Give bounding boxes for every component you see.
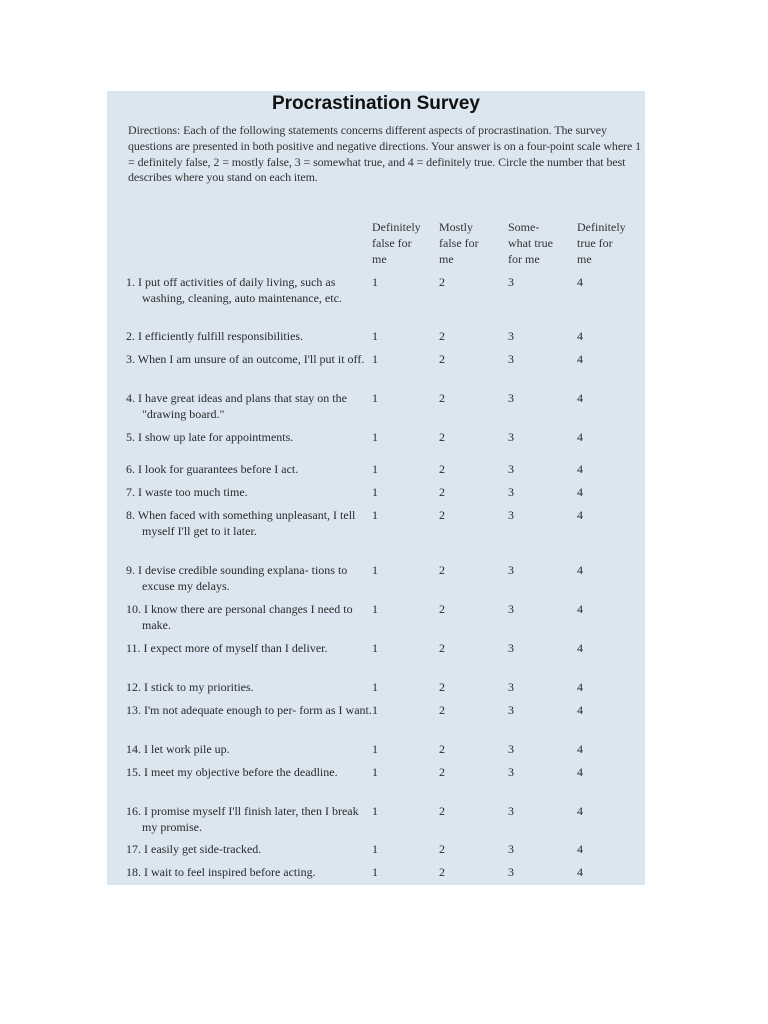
rating-option-3[interactable]: 3 bbox=[508, 430, 514, 444]
rating-option-3[interactable]: 3 bbox=[508, 508, 514, 522]
survey-item-statement: 15. I meet my objective before the deadline. bbox=[126, 765, 338, 779]
directions-text: Directions: Each of the following statements concerns different aspects of procrastination. The survey questions are presented in both positive and negative directions. Your answer is on a four-point scale where 1 = definitely false, 2 = mostly false, 3 = somewhat true, and 4 = definitely true. Circle the number that best describes where you stand on each item. bbox=[128, 123, 641, 185]
survey-item-statement: 12. I stick to my priorities. bbox=[126, 680, 254, 694]
rating-option-2[interactable]: 2 bbox=[439, 462, 445, 476]
rating-option-4[interactable]: 4 bbox=[577, 703, 583, 717]
survey-item-statement: 13. I'm not adequate enough to per- form as I want. bbox=[126, 703, 372, 717]
rating-option-2[interactable]: 2 bbox=[439, 352, 445, 366]
rating-option-3[interactable]: 3 bbox=[508, 329, 514, 343]
column-header-definitely-false: Definitely false for me bbox=[372, 220, 421, 266]
survey-item-statement: 8. When faced with something unpleasant, I tell myself I'll get to it later. bbox=[126, 508, 356, 538]
page-title: Procrastination Survey bbox=[271, 93, 481, 114]
rating-option-1[interactable]: 1 bbox=[372, 602, 378, 616]
rating-option-4[interactable]: 4 bbox=[577, 329, 583, 343]
rating-option-1[interactable]: 1 bbox=[372, 508, 378, 522]
rating-option-1[interactable]: 1 bbox=[372, 462, 378, 476]
survey-panel bbox=[107, 91, 645, 885]
rating-option-1[interactable]: 1 bbox=[372, 765, 378, 779]
rating-option-3[interactable]: 3 bbox=[508, 391, 514, 405]
rating-option-2[interactable]: 2 bbox=[439, 508, 445, 522]
rating-option-4[interactable]: 4 bbox=[577, 275, 583, 289]
rating-option-1[interactable]: 1 bbox=[372, 391, 378, 405]
rating-option-1[interactable]: 1 bbox=[372, 352, 378, 366]
rating-option-2[interactable]: 2 bbox=[439, 329, 445, 343]
rating-option-4[interactable]: 4 bbox=[577, 352, 583, 366]
rating-option-3[interactable]: 3 bbox=[508, 485, 514, 499]
rating-option-2[interactable]: 2 bbox=[439, 641, 445, 655]
rating-option-4[interactable]: 4 bbox=[577, 563, 583, 577]
rating-option-3[interactable]: 3 bbox=[508, 563, 514, 577]
survey-item-statement: 14. I let work pile up. bbox=[126, 742, 230, 756]
rating-option-4[interactable]: 4 bbox=[577, 602, 583, 616]
rating-option-1[interactable]: 1 bbox=[372, 430, 378, 444]
rating-option-2[interactable]: 2 bbox=[439, 765, 445, 779]
column-header-definitely-true: Definitely true for me bbox=[577, 220, 626, 266]
rating-option-4[interactable]: 4 bbox=[577, 680, 583, 694]
column-header-somewhat-true: Some- what true for me bbox=[508, 220, 553, 266]
rating-option-3[interactable]: 3 bbox=[508, 641, 514, 655]
rating-option-2[interactable]: 2 bbox=[439, 865, 445, 879]
survey-item-statement: 7. I waste too much time. bbox=[126, 485, 248, 499]
rating-option-3[interactable]: 3 bbox=[508, 462, 514, 476]
survey-item-statement: 16. I promise myself I'll finish later, then I break my promise. bbox=[126, 804, 359, 834]
rating-option-1[interactable]: 1 bbox=[372, 865, 378, 879]
rating-option-2[interactable]: 2 bbox=[439, 602, 445, 616]
rating-option-3[interactable]: 3 bbox=[508, 742, 514, 756]
rating-option-3[interactable]: 3 bbox=[508, 275, 514, 289]
survey-item-statement: 18. I wait to feel inspired before acting. bbox=[126, 865, 316, 879]
rating-option-3[interactable]: 3 bbox=[508, 602, 514, 616]
rating-option-3[interactable]: 3 bbox=[508, 765, 514, 779]
column-header-mostly-false: Mostly false for me bbox=[439, 220, 479, 266]
rating-option-4[interactable]: 4 bbox=[577, 430, 583, 444]
rating-option-1[interactable]: 1 bbox=[372, 641, 378, 655]
rating-option-4[interactable]: 4 bbox=[577, 765, 583, 779]
rating-option-1[interactable]: 1 bbox=[372, 703, 378, 717]
rating-option-2[interactable]: 2 bbox=[439, 680, 445, 694]
rating-option-1[interactable]: 1 bbox=[372, 329, 378, 343]
survey-item-statement: 2. I efficiently fulfill responsibilities. bbox=[126, 329, 304, 343]
rating-option-2[interactable]: 2 bbox=[439, 804, 445, 818]
rating-option-2[interactable]: 2 bbox=[439, 485, 445, 499]
rating-option-4[interactable]: 4 bbox=[577, 508, 583, 522]
rating-option-3[interactable]: 3 bbox=[508, 804, 514, 818]
rating-option-4[interactable]: 4 bbox=[577, 804, 583, 818]
rating-option-1[interactable]: 1 bbox=[372, 742, 378, 756]
rating-option-4[interactable]: 4 bbox=[577, 842, 583, 856]
rating-option-2[interactable]: 2 bbox=[439, 275, 445, 289]
survey-item-statement: 1. I put off activities of daily living, such as washing, cleaning, auto maintenance, etc. bbox=[126, 275, 342, 305]
survey-item-statement: 10. I know there are personal changes I need to make. bbox=[126, 602, 353, 632]
rating-option-1[interactable]: 1 bbox=[372, 842, 378, 856]
rating-option-2[interactable]: 2 bbox=[439, 391, 445, 405]
rating-option-3[interactable]: 3 bbox=[508, 680, 514, 694]
rating-option-2[interactable]: 2 bbox=[439, 703, 445, 717]
rating-option-1[interactable]: 1 bbox=[372, 485, 378, 499]
rating-option-4[interactable]: 4 bbox=[577, 485, 583, 499]
rating-option-3[interactable]: 3 bbox=[508, 703, 514, 717]
rating-option-3[interactable]: 3 bbox=[508, 865, 514, 879]
rating-option-1[interactable]: 1 bbox=[372, 563, 378, 577]
rating-option-3[interactable]: 3 bbox=[508, 352, 514, 366]
rating-option-3[interactable]: 3 bbox=[508, 842, 514, 856]
rating-option-4[interactable]: 4 bbox=[577, 462, 583, 476]
rating-option-1[interactable]: 1 bbox=[372, 680, 378, 694]
survey-item-statement: 17. I easily get side-tracked. bbox=[126, 842, 262, 856]
survey-item-statement: 9. I devise credible sounding explana- tions to excuse my delays. bbox=[126, 563, 348, 593]
rating-option-2[interactable]: 2 bbox=[439, 842, 445, 856]
rating-option-1[interactable]: 1 bbox=[372, 804, 378, 818]
survey-item-statement: 3. When I am unsure of an outcome, I'll put it off. bbox=[126, 352, 365, 366]
rating-option-2[interactable]: 2 bbox=[439, 563, 445, 577]
survey-item-statement: 11. I expect more of myself than I deliver. bbox=[126, 641, 328, 655]
rating-option-1[interactable]: 1 bbox=[372, 275, 378, 289]
rating-option-2[interactable]: 2 bbox=[439, 742, 445, 756]
rating-option-4[interactable]: 4 bbox=[577, 742, 583, 756]
survey-item-statement: 6. I look for guarantees before I act. bbox=[126, 462, 299, 476]
rating-option-2[interactable]: 2 bbox=[439, 430, 445, 444]
survey-item-statement: 4. I have great ideas and plans that stay on the "drawing board." bbox=[126, 391, 347, 421]
survey-item-statement: 5. I show up late for appointments. bbox=[126, 430, 294, 444]
rating-option-4[interactable]: 4 bbox=[577, 865, 583, 879]
rating-option-4[interactable]: 4 bbox=[577, 641, 583, 655]
rating-option-4[interactable]: 4 bbox=[577, 391, 583, 405]
